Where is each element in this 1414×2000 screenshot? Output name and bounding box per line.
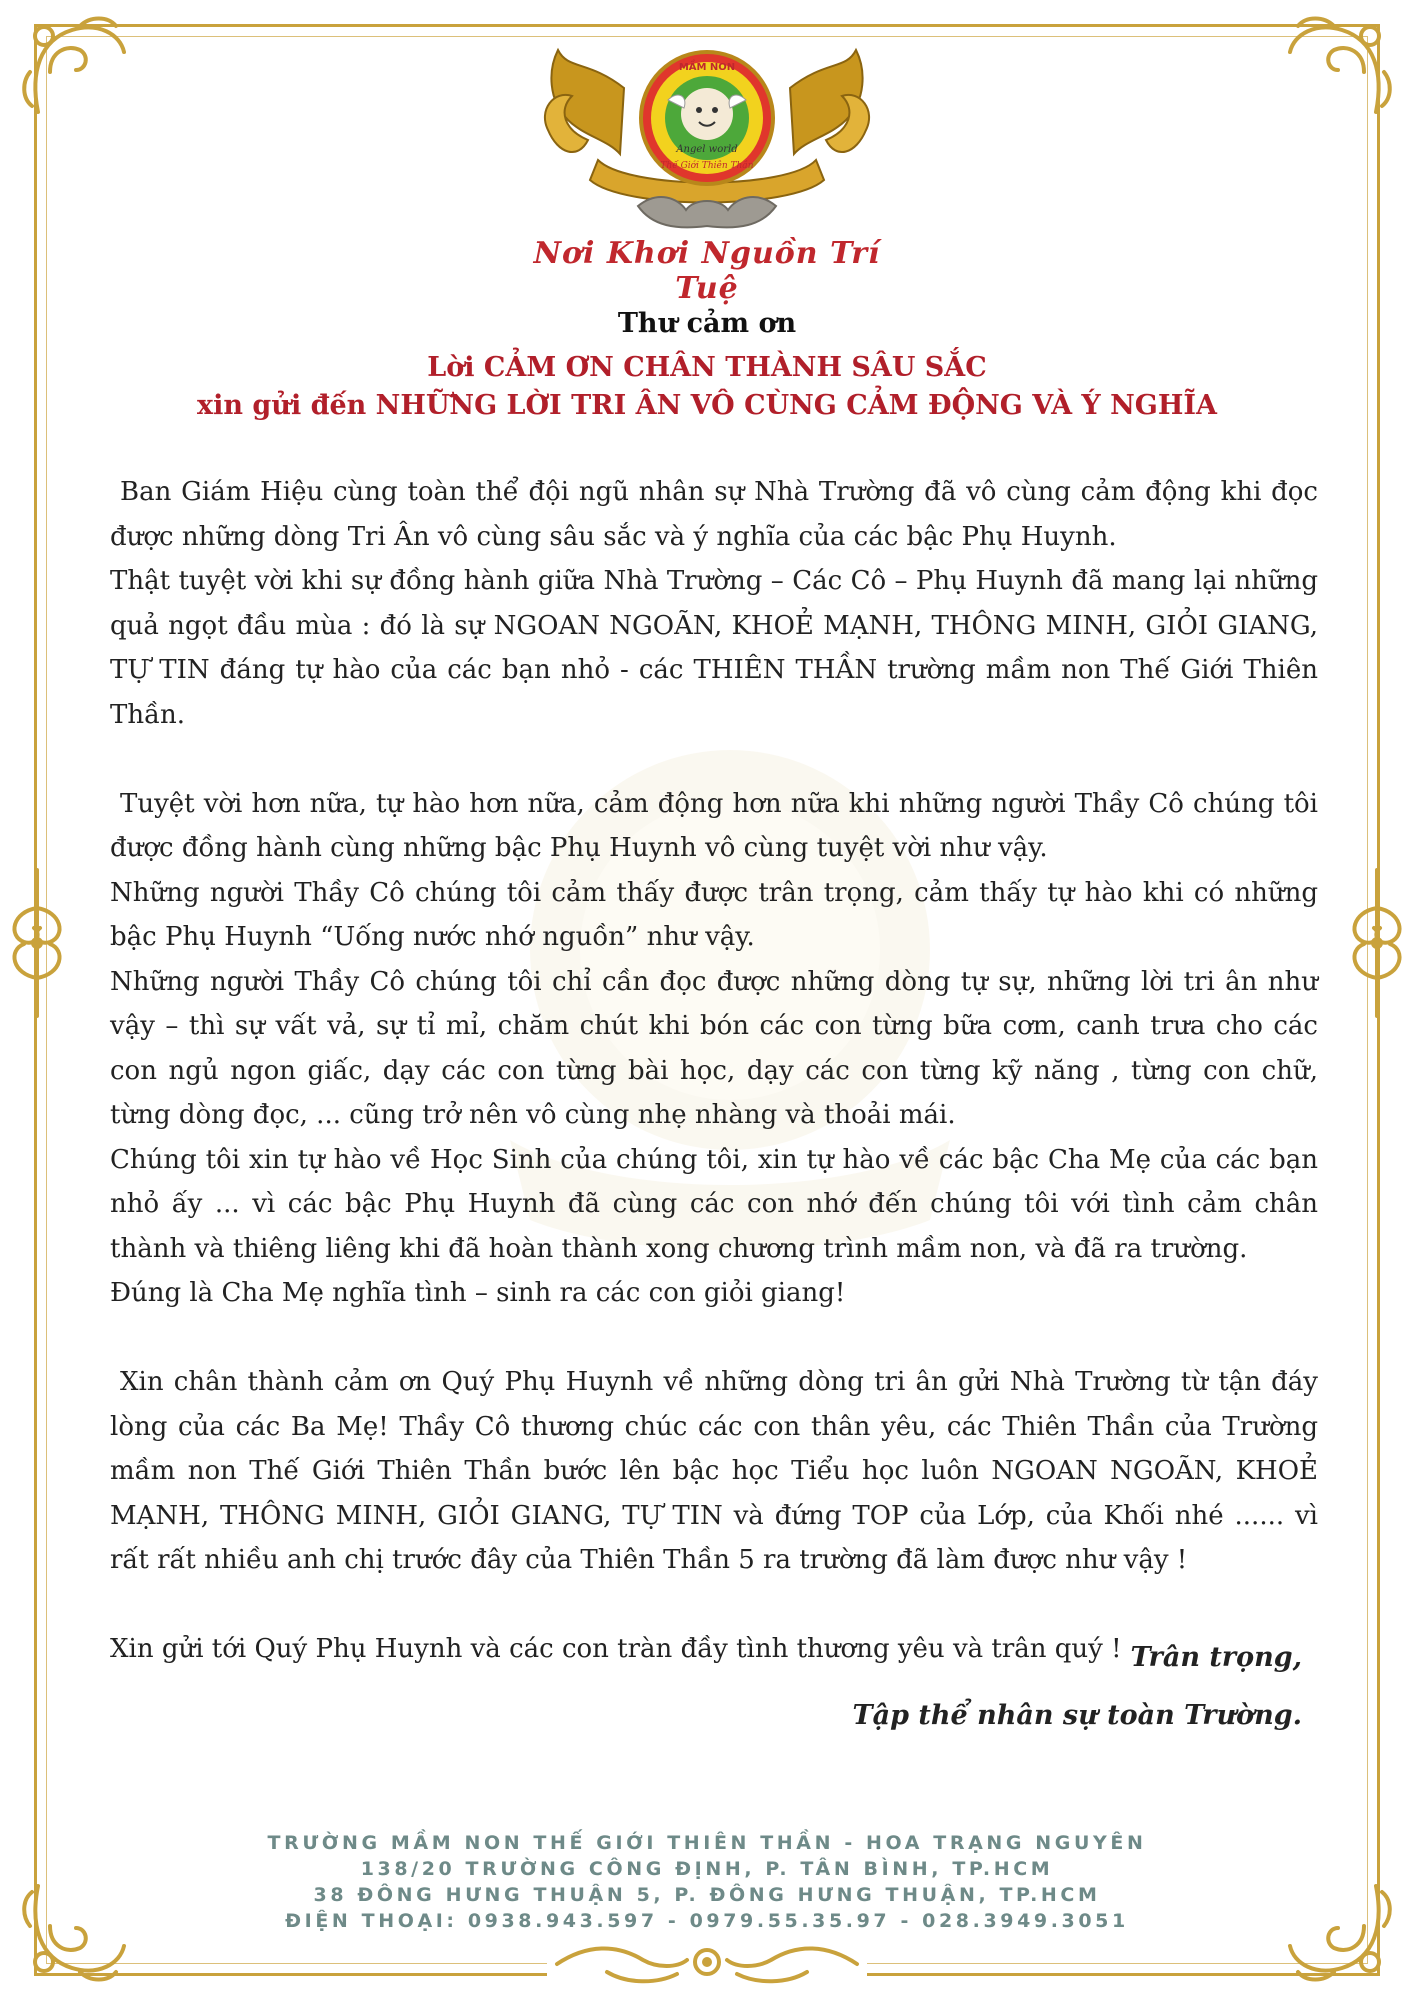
bottom-ornament: [547, 1938, 867, 1990]
footer-school-name: TRƯỜNG MẦM NON THẾ GIỚI THIÊN THẦN - HOA TRẠNG NGUYÊN: [267, 1832, 1147, 1854]
signature-signer: Tập thể nhân sự toàn Trường.: [852, 1700, 1302, 1731]
signature-closing: Trân trọng,: [1130, 1642, 1302, 1673]
paragraph-5: Những người Thầy Cô chúng tôi chỉ cần đọc được những dòng tự sự, những lời tri ân như vậy – thì sự vất vả, sự tỉ mỉ, chăm chút khi bón các con từng bữa cơm, canh trưa cho các con ngủ ngon giấc, dạy các con từng bài học, dạy các con từng kỹ năng , từng con chữ, từng dòng đọc, ... cũng trở nên vô cùng nhẹ nhàng và thoải mái.: [110, 966, 1318, 1130]
paragraph-8: Xin chân thành cảm ơn Quý Phụ Huynh về những dòng tri ân gửi Nhà Trường từ tận đáy lòng của các Ba Mẹ! Thầy Cô thương chúc các con thân yêu, các Thiên Thần của Trường mầm non Thế Giới Thiên Thần bước lên bậc học Tiểu học luôn NGOAN NGOÃN, KHOẺ MẠNH, THÔNG MINH, GIỎI GIANG, TỰ TIN và đứng TOP của Lớp, của Khối nhé ...... vì rất rất nhiều anh chị trước đây của Thiên Thần 5 ra trường đã làm được như vậy !: [110, 1367, 1318, 1575]
school-logo: [528, 30, 886, 260]
paragraph-9: Xin gửi tới Quý Phụ Huynh và các con tràn đầy tình thương yêu và trân quý !: [110, 1634, 1122, 1664]
paragraph-7: Đúng là Cha Mẹ nghĩa tình – sinh ra các con giỏi giang!: [110, 1278, 846, 1308]
corner-ornament-bottom-right: [1284, 1876, 1394, 1986]
heading-line-2: xin gửi đến NHỮNG LỜI TRI ÂN VÔ CÙNG CẢM ĐỘNG VÀ Ý NGHĨA: [197, 390, 1217, 421]
logo-top-text: MẦM NON: [678, 62, 736, 73]
side-ornament-right: [1342, 868, 1412, 1018]
corner-ornament-bottom-left: [20, 1876, 130, 1986]
paragraph-1: Ban Giám Hiệu cùng toàn thể đội ngũ nhân sự Nhà Trường đã vô cùng cảm động khi đọc được những dòng Tri Ân vô cùng sâu sắc và ý nghĩa của các bậc Phụ Huynh.: [110, 477, 1318, 552]
paragraph-6: Chúng tôi xin tự hào về Học Sinh của chúng tôi, xin tự hào về các bậc Cha Mẹ của các bạn nhỏ ấy ... vì các bậc Phụ Huynh đã cùng các con nhớ đến chúng tôi với tình cảm chân thành và thiêng liêng khi đã hoàn thành xong chương trình mầm non, và đã ra trường.: [110, 1144, 1318, 1264]
heading-line-1: Lời CẢM ƠN CHÂN THÀNH SÂU SẮC: [427, 352, 987, 383]
side-ornament-left: [2, 868, 72, 1018]
letter-title: Thư cảm ơn: [617, 308, 797, 339]
logo-ring-text: Thế Giới Thiên Thần: [660, 161, 754, 171]
logo-sub-text: Angel world: [676, 144, 738, 155]
paragraph-4: Những người Thầy Cô chúng tôi cảm thấy được trân trọng, cảm thấy tự hào khi có những bậc Phụ Huynh “Uống nước nhớ nguồn” như vậy.: [110, 877, 1318, 952]
corner-ornament-top-right: [1284, 12, 1394, 122]
paragraph-3: Tuyệt vời hơn nữa, tự hào hơn nữa, cảm động hơn nữa khi những người Thầy Cô chúng tôi được đồng hành cùng những bậc Phụ Huynh vô cùng tuyệt vời như vậy.: [110, 788, 1318, 863]
corner-ornament-top-left: [20, 12, 130, 122]
footer-address-2: 38 ĐÔNG HƯNG THUẬN 5, P. ĐÔNG HƯNG THUẬN, TP.HCM: [313, 1884, 1101, 1906]
footer-address-1: 138/20 TRƯỜNG CÔNG ĐỊNH, P. TÂN BÌNH, TP.HCM: [360, 1858, 1054, 1880]
school-slogan: Nơi Khơi Nguồn Trí Tuệ: [533, 236, 881, 306]
letter-body: [110, 470, 1318, 1672]
paragraph-2: Thật tuyệt vời khi sự đồng hành giữa Nhà Trường – Các Cô – Phụ Huynh đã mang lại những quả ngọt đầu mùa : đó là sự NGOAN NGOÃN, KHOẺ MẠNH, THÔNG MINH, GIỎI GIANG, TỰ TIN đáng tự hào của các bạn nhỏ - các THIÊN THẦN trường mầm non Thế Giới Thiên Thần.: [110, 566, 1318, 730]
footer-phone: ĐIỆN THOẠI: 0938.943.597 - 0979.55.35.97 - 028.3949.3051: [285, 1910, 1129, 1932]
